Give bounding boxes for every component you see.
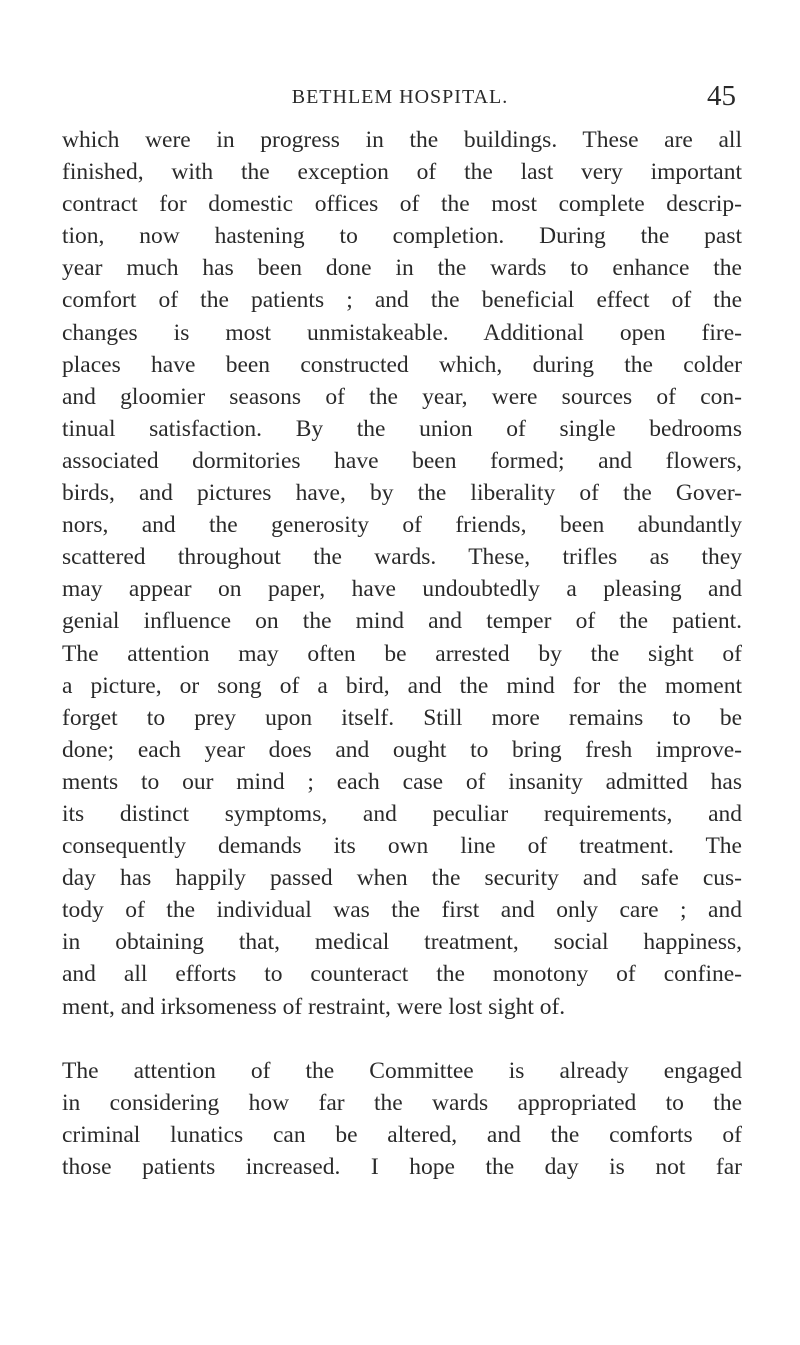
body-text (62, 124, 742, 1183)
text-line: ments to our mind ; each case of insanity admitted has (62, 768, 742, 795)
text-line: consequently demands its own line of treatment. The (62, 833, 742, 860)
paragraph-1 (62, 124, 742, 1023)
text-line: nors, and the generosity of friends, been abundantly (62, 512, 742, 539)
text-line: The attention may often be arrested by the sight of (62, 640, 742, 667)
text-line: criminal lunatics can be altered, and the comforts of (62, 1121, 742, 1148)
text-line: day has happily passed when the security and safe cus- (62, 865, 742, 892)
text-line: may appear on paper, have undoubtedly a pleasing and (62, 576, 742, 603)
text-line: those patients increased. I hope the day is not far (62, 1153, 742, 1180)
text-line: birds, and pictures have, by the liberality of the Gover- (62, 480, 742, 507)
text-line: which were in progress in the buildings. These are all (62, 127, 742, 153)
text-line: a picture, or song of a bird, and the mind for the moment (62, 672, 742, 699)
page-number: 45 (707, 80, 736, 112)
paragraph-2 (62, 1055, 742, 1183)
text-line: genial influence on the mind and temper of the patient. (62, 608, 742, 635)
running-title: BETHLEM HOSPITAL. (291, 86, 509, 108)
text-line: and all efforts to counteract the monotony of confine- (62, 961, 742, 988)
text-line: and gloomier seasons of the year, were sources of con- (62, 383, 742, 410)
text-line: scattered throughout the wards. These, trifles as they (62, 544, 742, 571)
paragraph-gap (62, 1023, 742, 1055)
text-line: year much has been done in the wards to enhance the (62, 255, 742, 282)
text-line: tion, now hastening to completion. During the past (62, 223, 742, 250)
text-line: associated dormitories have been formed; and flowers, (62, 447, 742, 474)
text-line: contract for domestic offices of the most complete descrip- (62, 191, 742, 218)
text-line: finished, with the exception of the last very important (62, 159, 742, 186)
text-line: done; each year does and ought to bring fresh improve- (62, 736, 742, 763)
text-line: forget to prey upon itself. Still more remains to be (62, 704, 742, 731)
text-line: in considering how far the wards appropriated to the (62, 1089, 742, 1116)
text-line: ment, and irksomeness of restraint, were lost sight of. (62, 993, 566, 1020)
text-line: in obtaining that, medical treatment, social happiness, (62, 929, 742, 956)
text-line: comfort of the patients ; and the beneficial effect of the (62, 287, 742, 314)
text-line: tody of the individual was the first and only care ; and (62, 897, 742, 924)
text-line: tinual satisfaction. By the union of single bedrooms (62, 415, 742, 442)
text-line: changes is most unmistakeable. Additional open fire- (62, 319, 742, 346)
page-header (60, 80, 740, 116)
text-line: places have been constructed which, during the colder (62, 351, 742, 378)
text-line: The attention of the Committee is already engaged (62, 1057, 742, 1084)
text-line: its distinct symptoms, and peculiar requirements, and (62, 800, 742, 827)
